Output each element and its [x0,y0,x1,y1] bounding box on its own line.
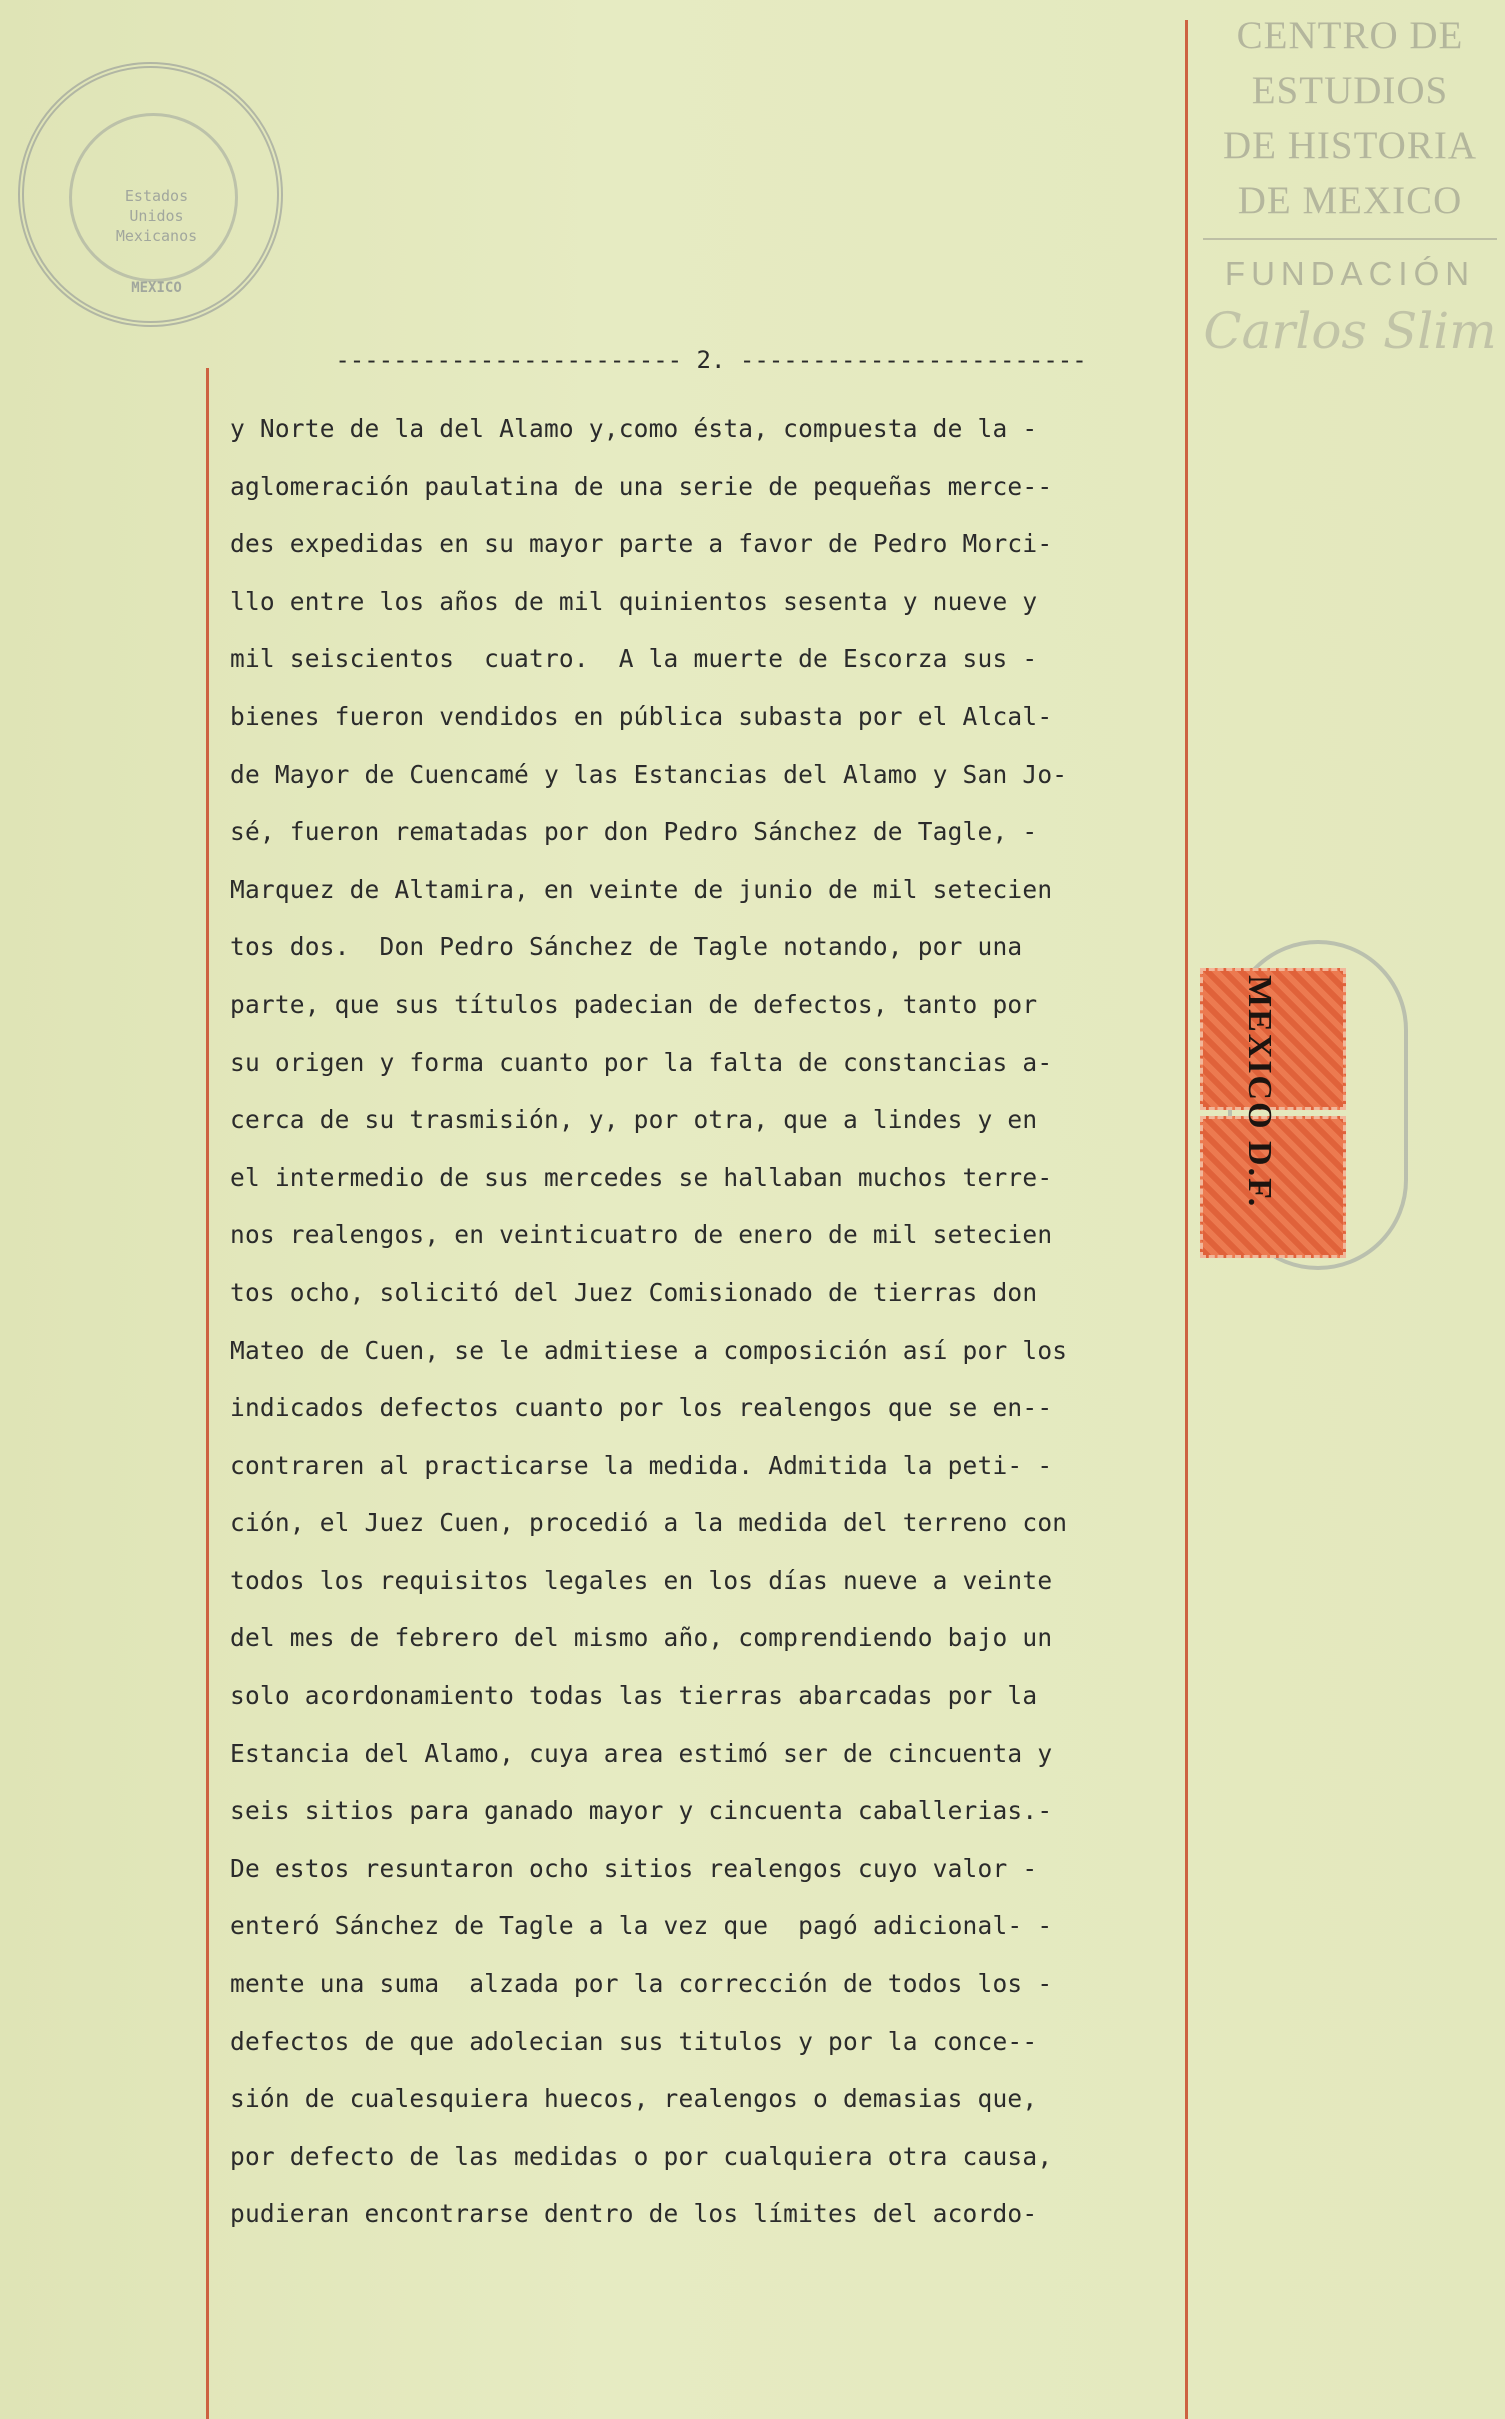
text-line: pudieran encontrarse dentro de los límites del acordo- [230,2199,1038,2229]
watermark-divider [1203,238,1497,240]
watermark-line: CENTRO DE [1236,14,1464,57]
text-line: llo entre los años de mil quinientos sesenta y nueve y [230,586,1038,616]
text-line: defectos de que adolecian sus titulos y por la conce-- [230,2026,1038,2056]
text-line: des expedidas en su mayor parte a favor de Pedro Morci- [230,529,1053,559]
text-line: mil seiscientos cuatro. A la muerte de Escorza sus - [230,644,1038,674]
watermark-line: ESTUDIOS [1251,69,1449,112]
text-line: sión de cualesquiera huecos, realengos o demasias que, [230,2084,1038,2114]
text-line: sé, fueron rematadas por don Pedro Sánchez de Tagle, - [230,817,1038,847]
text-line: contraren al practicarse la medida. Admitida la peti- - [230,1450,1053,1480]
text-line: ción, el Juez Cuen, procedió a la medida del terreno con [230,1508,1068,1538]
archive-watermark [1195,8,1505,366]
watermark-line: DE MEXICO [1237,179,1463,222]
text-line: del mes de febrero del mismo año, comprendiendo bajo un [230,1623,1053,1653]
watermark-line: DE HISTORIA [1222,124,1478,167]
text-line: cerca de su trasmisión, y, por otra, que a lindes y en [230,1105,1038,1135]
stamp-overprint: MEXICO D.F. [1241,975,1278,1209]
text-line: parte, que sus títulos padecian de defectos, tanto por [230,989,1038,1019]
text-line: y Norte de la del Alamo y,como ésta, compuesta de la - [230,414,1038,443]
text-line: bienes fueron vendidos en pública subasta por el Alcal- [230,701,1053,731]
seal-line: Mexicanos [115,227,198,245]
text-line: tos dos. Don Pedro Sánchez de Tagle notando, por una [230,932,1023,962]
text-line: su origen y forma cuanto por la falta de constancias a- [230,1047,1053,1077]
text-line: Estancia del Alamo, cuya area estimó ser de cincuenta y [230,1738,1053,1768]
text-line: enteró Sánchez de Tagle a la vez que pagó adicional- - [230,1911,1053,1941]
archive-seal-text [94,186,219,246]
text-line: Mateo de Cuen, se le admitiese a composición así por los [230,1335,1068,1365]
watermark-signature: Carlos Slim [1203,302,1497,360]
text-line: mente una suma alzada por la corrección de todos los - [230,1969,1053,1999]
page-number-header: ------------------------ 2. ------------------------ [335,346,1087,374]
text-line: de Mayor de Cuencamé y las Estancias del Alamo y San Jo- [230,759,1068,789]
text-line: Marquez de Altamira, en veinte de junio de mil setecien [230,874,1053,904]
left-margin-rule [206,368,209,2419]
archive-seal-bottom-text: MEXICO [131,280,182,296]
archive-seal [18,62,283,327]
text-line: todos los requisitos legales en los días nueve a veinte [230,1565,1053,1595]
text-line: tos ocho, solicitó del Juez Comisionado de tierras don [230,1277,1038,1307]
seal-line: Estados Unidos [124,187,189,225]
typed-body-text [230,400,1190,2243]
text-line: por defecto de las medidas o por cualquiera otra causa, [230,2141,1053,2171]
text-line: De estos resuntaron ocho sitios realengos cuyo valor - [230,1853,1038,1883]
text-line: nos realengos, en veinticuatro de enero de mil setecien [230,1220,1053,1250]
text-line: seis sitios para ganado mayor y cincuenta caballerias.- [230,1796,1053,1826]
text-line: indicados defectos cuanto por los realengos que se en-- [230,1393,1053,1423]
watermark-foundation: FUNDACIÓN [1224,255,1476,292]
text-line: aglomeración paulatina de una serie de pequeñas merce-- [230,471,1053,501]
text-line: solo acordonamiento todas las tierras abarcadas por la [230,1681,1038,1711]
text-line: el intermedio de sus mercedes se hallaban muchos terre- [230,1162,1053,1192]
